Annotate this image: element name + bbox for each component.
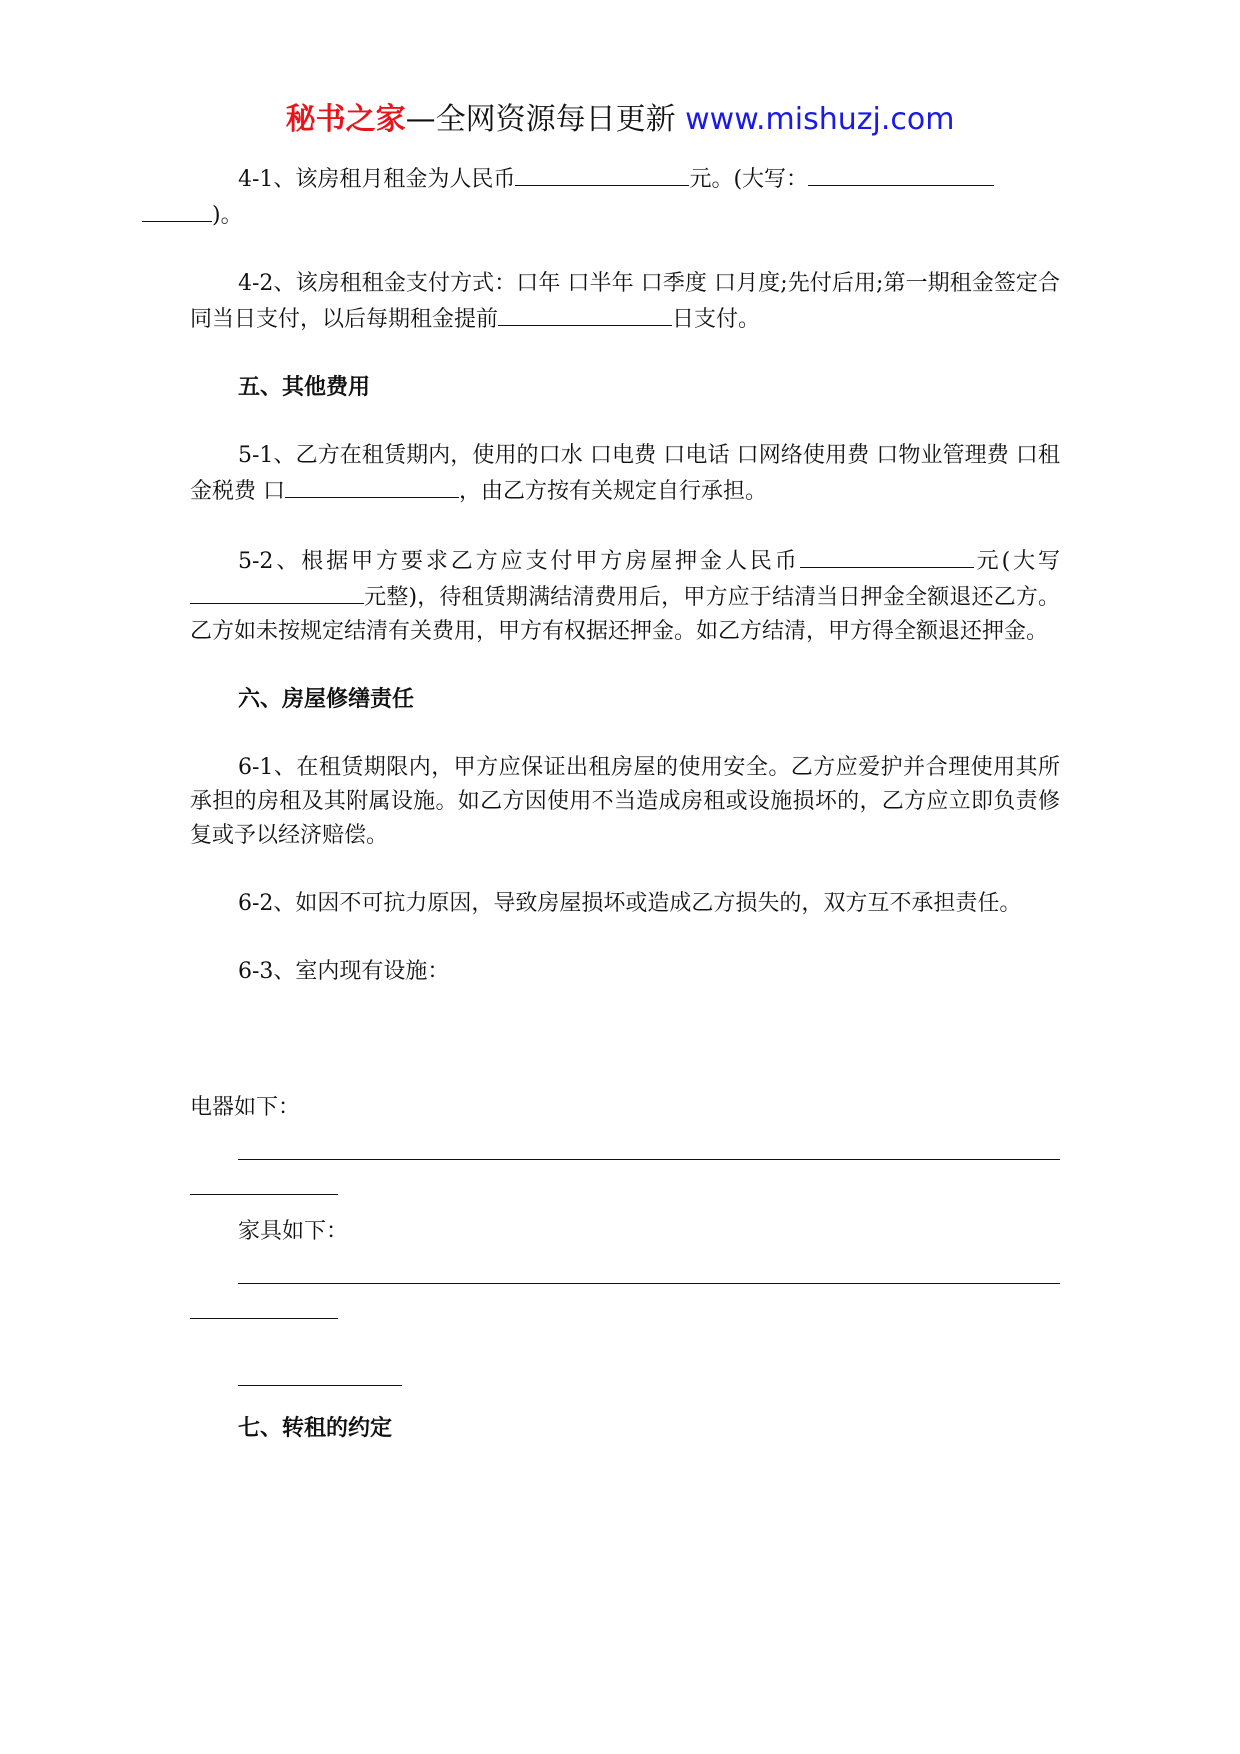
clause-4-2 xyxy=(190,267,1060,337)
clause-6-1: 6-1、在租赁期限内，甲方应保证出租房屋的使用安全。乙方应爱护并合理使用其所承担的房租及其附属设施。如乙方因使用不当造成房租或设施损坏的，乙方应立即负责修复或予以经济赔偿。 xyxy=(190,755,1060,848)
appliances-line-2 xyxy=(190,1194,338,1195)
clause-5-2 xyxy=(190,543,1060,649)
furniture-field[interactable] xyxy=(190,1283,1060,1386)
clause-5-1-text-a: 5-1、乙方在租赁期内，使用的口水 口电费 口电话 口网络使用费 口物业管理费 口租金税费 口 xyxy=(190,443,1060,504)
deposit-amount-blank[interactable] xyxy=(800,543,974,568)
clause-5-2-text-b: 元(大写 xyxy=(973,549,1060,574)
appliances-label: 电器如下： xyxy=(190,1095,301,1120)
monthly-rent-amount-blank[interactable] xyxy=(515,161,689,186)
section-7-heading: 七、转租的约定 xyxy=(238,1416,393,1441)
site-brand: 秘书之家 xyxy=(285,102,406,137)
clause-5-2-text-a: 5-2、根据甲方要求乙方应支付甲方房屋押金人民币 xyxy=(238,549,800,574)
site-banner xyxy=(0,100,1240,140)
monthly-rent-uppercase-blank-cont[interactable] xyxy=(142,197,212,222)
clause-5-1 xyxy=(190,439,1060,509)
deposit-uppercase-blank[interactable] xyxy=(190,579,364,604)
section-5-heading: 五、其他费用 xyxy=(238,375,371,400)
site-url-link[interactable]: www.mishuzj.com xyxy=(685,102,955,137)
clause-6-3: 6-3、室内现有设施： xyxy=(238,959,450,984)
clause-4-1 xyxy=(190,161,1060,233)
site-tagline: —全网资源每日更新 xyxy=(405,102,676,137)
clause-4-2-text-b: 日支付。 xyxy=(672,307,761,332)
clause-6-2: 6-2、如因不可抗力原因，导致房屋损坏或造成乙方损失的，双方互不承担责任。 xyxy=(238,891,1022,916)
furniture-label: 家具如下： xyxy=(238,1219,349,1244)
clause-4-1-text-b: 元。(大写： xyxy=(689,167,809,192)
monthly-rent-uppercase-blank[interactable] xyxy=(808,161,994,186)
appliances-line-1 xyxy=(238,1159,1060,1160)
furniture-line-2 xyxy=(190,1318,338,1319)
other-fees-blank[interactable] xyxy=(285,473,459,498)
clause-5-1-text-b: ，由乙方按有关规定自行承担。 xyxy=(459,479,768,504)
clause-4-1-text-a: 4-1、该房租月租金为人民币 xyxy=(238,167,516,192)
furniture-line-1 xyxy=(238,1283,1060,1284)
appliances-field[interactable] xyxy=(190,1159,1060,1195)
clause-5-2-text-c: 元整)，待租赁期满结清费用后，甲方应于结清当日押金全额退还乙方。乙方如未按规定结清有关费用，甲方有权据还押金。如乙方结清，甲方得全额退还押金。 xyxy=(190,585,1060,644)
advance-days-blank[interactable] xyxy=(498,301,672,326)
clause-4-2-text-a: 4-2、该房租租金支付方式：口年 口半年 口季度 口月度;先付后用;第一期租金签定合同当日支付，以后每期租金提前 xyxy=(190,271,1060,332)
section-6-heading: 六、房屋修缮责任 xyxy=(238,687,415,712)
furniture-line-3 xyxy=(238,1385,402,1386)
clause-4-1-text-c: )。 xyxy=(212,203,243,228)
document-body xyxy=(190,161,1060,1446)
